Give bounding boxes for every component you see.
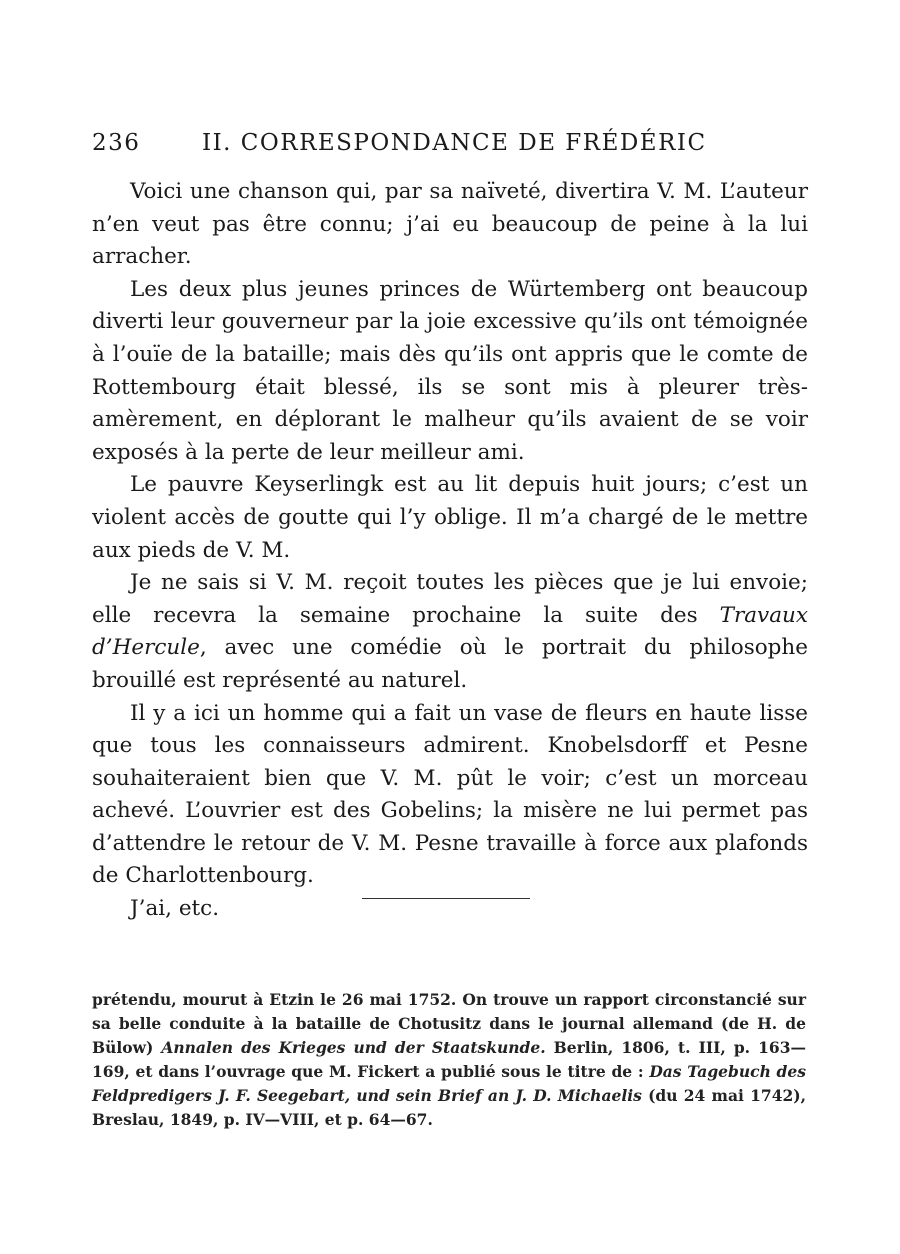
footnote-part-3: (du 24 mai 1742), Breslau, 1849, p. IV—VIII, et p. 64—67. [92,1086,806,1129]
paragraph-vase-de-fleurs: Il y a ici un homme qui a fait un vase de fleurs en haute lisse que tous les connaisseurs admirent. Knobelsdorff et Pesne souhaiteraient bien que V. M. pût le voir; c’est un morceau achevé. L’ouvrier est des Gobelins; la misère ne lui permet pas d’attendre le retour de V. M. Pesne travaille à force aux plafonds de Charlottenbourg. [92,700,808,889]
footnote-separator [362,898,530,899]
paragraph-pieces-text-before: Je ne sais si V. M. reçoit toutes les pièces que je lui envoie; elle recevra la semaine prochaine la suite des [92,570,808,628]
paragraph-pieces [92,567,808,697]
footnote-title-tagebuch: Das Tagebuch des Feldpredigers J. F. Seegebart, und sein Brief an J. D. Michaelis [92,1062,806,1105]
page-number: 236 [92,130,141,156]
paragraph-princes-wurtemberg: Les deux plus jeunes princes de Würtemberg ont beaucoup diverti leur gouverneur par la joie excessive qu’ils ont témoignée à l’ouïe de la bataille; mais dès qu’ils ont appris que le comte de Rottembourg était blessé, ils se sont mis à pleurer très-amèrement, en déplorant le malheur qu’ils avaient de se voir exposés à la perte de leur meilleur ami. [92,276,808,465]
footnote-part-1: prétendu, mourut à Etzin le 26 mai 1752. On trouve un rapport circonstancié sur sa belle conduite à la bataille de Chotusitz dans le journal allemand (de H. de Bülow) [92,990,806,1057]
paragraph-keyserlingk: Le pauvre Keyserlingk est au lit depuis huit jours; c’est un violent accès de goutte qui l’y oblige. Il m’a chargé de le mettre aux pieds de V. M. [92,472,808,563]
paragraph-closing: J’ai, etc. [130,896,220,922]
paragraph-pieces-text-after: , avec une comédie où le portrait du philosophe brouillé est représenté au naturel. [92,635,808,693]
footnote [92,988,806,1132]
running-title: II. CORRESPONDANCE DE FRÉDÉRIC [202,130,707,156]
footnote-part-2: Berlin, 1806, t. III, p. 163—169, et dans l’ouvrage que M. Fickert a publié sous le titre de : [92,1038,806,1081]
title-travaux-hercule: Travaux d’Hercule [92,602,808,661]
paragraph-chanson: Voici une chanson qui, par sa naïveté, divertira V. M. L’auteur n’en veut pas être connu; j’ai eu beaucoup de peine à la lui arracher. [92,179,808,270]
running-head [92,130,812,162]
footnote-title-annalen: Annalen des Krieges und der Staatskunde. [161,1038,546,1057]
body-text [92,176,808,926]
